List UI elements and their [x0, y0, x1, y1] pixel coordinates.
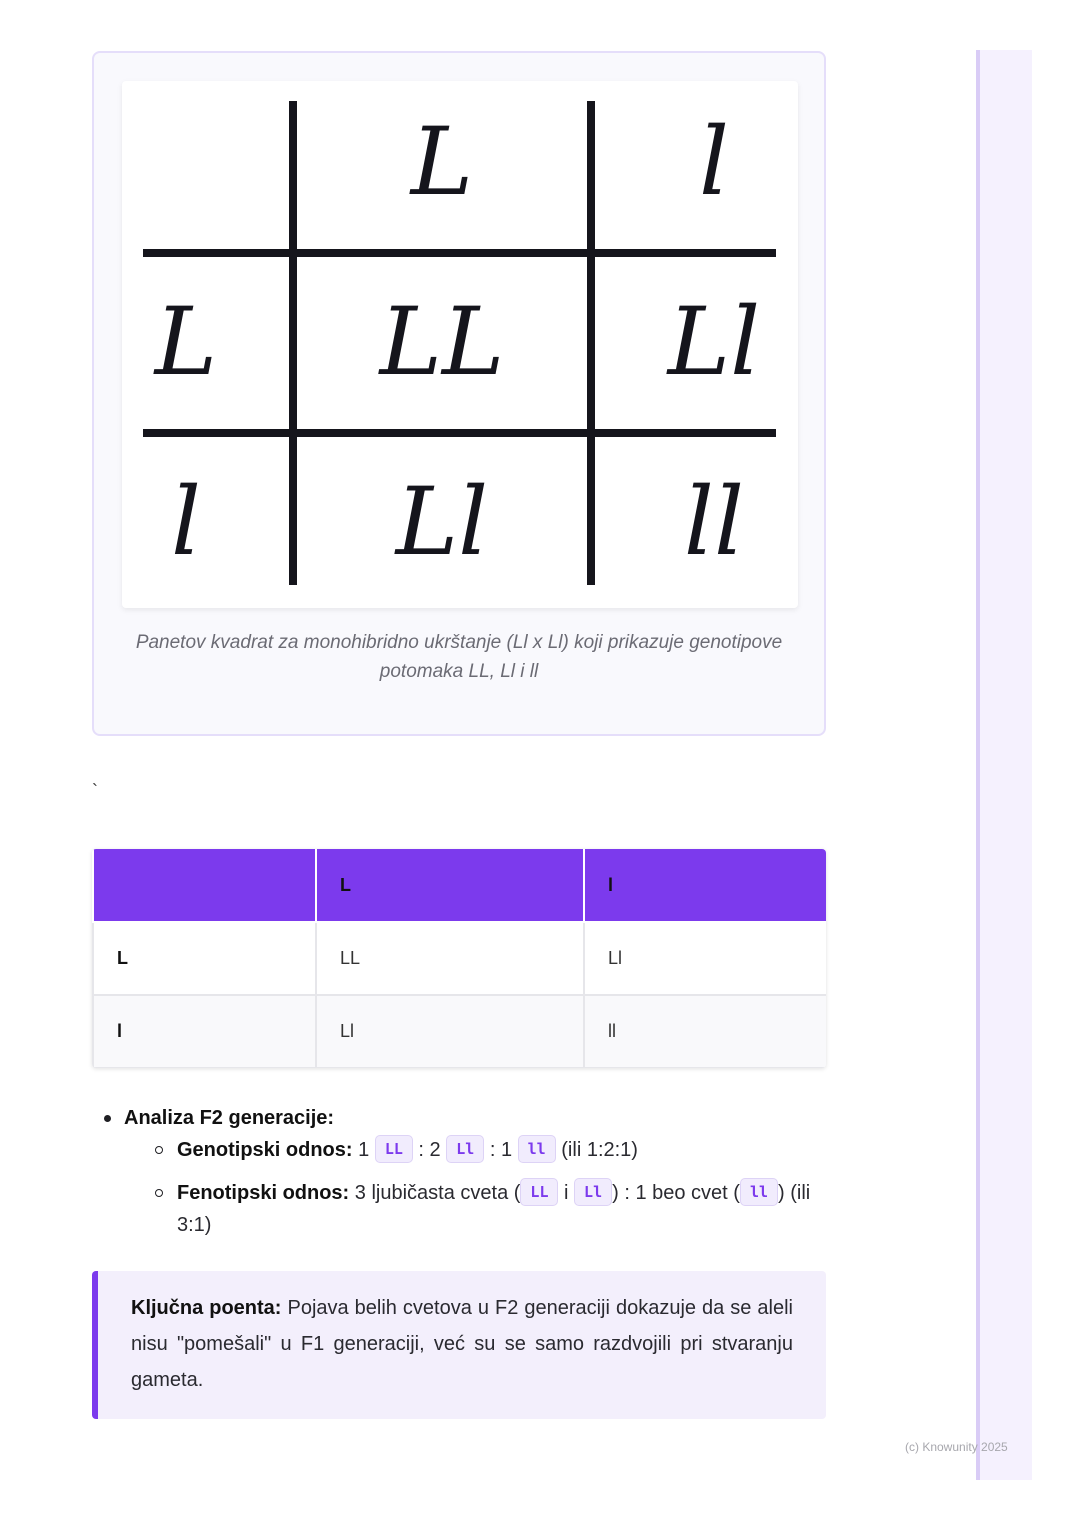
- key-point-text: Pojava belih cvetova u F2 generaciji dokazuje da se aleli nisu "pomešali" u F1 generaciji, već su se samo razdvojili pri stvaranju gameta.: [131, 1297, 793, 1391]
- table-cell: LL: [316, 922, 584, 995]
- table-row: [93, 922, 826, 995]
- ratio-text: 3 ljubičasta cveta (: [349, 1182, 521, 1204]
- ratio-text: 1: [352, 1139, 375, 1161]
- table-row-header: l: [93, 995, 316, 1068]
- cell-Ll-top: Ll: [667, 288, 761, 397]
- key-point-callout: [92, 1271, 826, 1419]
- code-chip: Ll: [446, 1135, 484, 1163]
- analysis-list: [104, 1102, 826, 1252]
- copyright-footer: (c) Knowunity 2025: [905, 1440, 1008, 1454]
- figure-card: [92, 51, 826, 736]
- code-chip: LL: [375, 1135, 413, 1163]
- analysis-title: Analiza F2 generacije:: [124, 1107, 335, 1129]
- row-header-1: L: [154, 288, 218, 397]
- sidebar-strip: [976, 50, 1032, 1480]
- table-header-cell: [93, 849, 316, 922]
- table-row-header: L: [93, 922, 316, 995]
- cell-Ll-bottom: Ll: [395, 468, 489, 577]
- code-chip: LL: [520, 1178, 558, 1206]
- row-header-2: l: [170, 468, 202, 577]
- code-chip: ll: [740, 1178, 778, 1206]
- genotype-label: Genotipski odnos:: [177, 1139, 353, 1161]
- key-point-label: Ključna poenta:: [131, 1297, 282, 1319]
- table-header-cell: L: [316, 849, 584, 922]
- col-header-1: L: [410, 108, 474, 217]
- stray-backtick: `: [92, 781, 98, 801]
- ratio-text: : 1: [484, 1139, 518, 1161]
- table-cell: ll: [584, 995, 826, 1068]
- cell-ll: ll: [683, 468, 745, 577]
- cell-LL: LL: [379, 288, 505, 397]
- table-header-cell: l: [584, 849, 826, 922]
- phenotype-label: Fenotipski odnos:: [177, 1182, 350, 1204]
- punnett-square-graphic: [122, 81, 798, 608]
- code-chip: Ll: [574, 1178, 612, 1206]
- genotype-ratio-item: [124, 1134, 826, 1166]
- code-chip: ll: [518, 1135, 556, 1163]
- punnett-square-image: [122, 81, 798, 608]
- phenotype-ratio-item: [124, 1177, 826, 1241]
- ratio-text: ) : 1 beo cvet (: [612, 1182, 740, 1204]
- ratio-text: i: [558, 1182, 575, 1204]
- ratio-text: ) (ili 3:1): [177, 1182, 811, 1236]
- list-item: [104, 1102, 826, 1241]
- table-cell: Ll: [584, 922, 826, 995]
- ratio-text: : 2: [412, 1139, 447, 1161]
- col-header-2: l: [698, 108, 730, 217]
- table-header-row: [93, 849, 826, 922]
- table-cell: Ll: [316, 995, 584, 1068]
- table-row: [93, 995, 826, 1068]
- figure-caption: Panetov kvadrat za monohibridno ukrštanje (Ll x Ll) koji prikazuje genotipove potomaka LL, Ll i ll: [135, 632, 783, 682]
- ratio-text: (ili 1:2:1): [555, 1139, 638, 1161]
- punnett-table: [92, 849, 826, 1068]
